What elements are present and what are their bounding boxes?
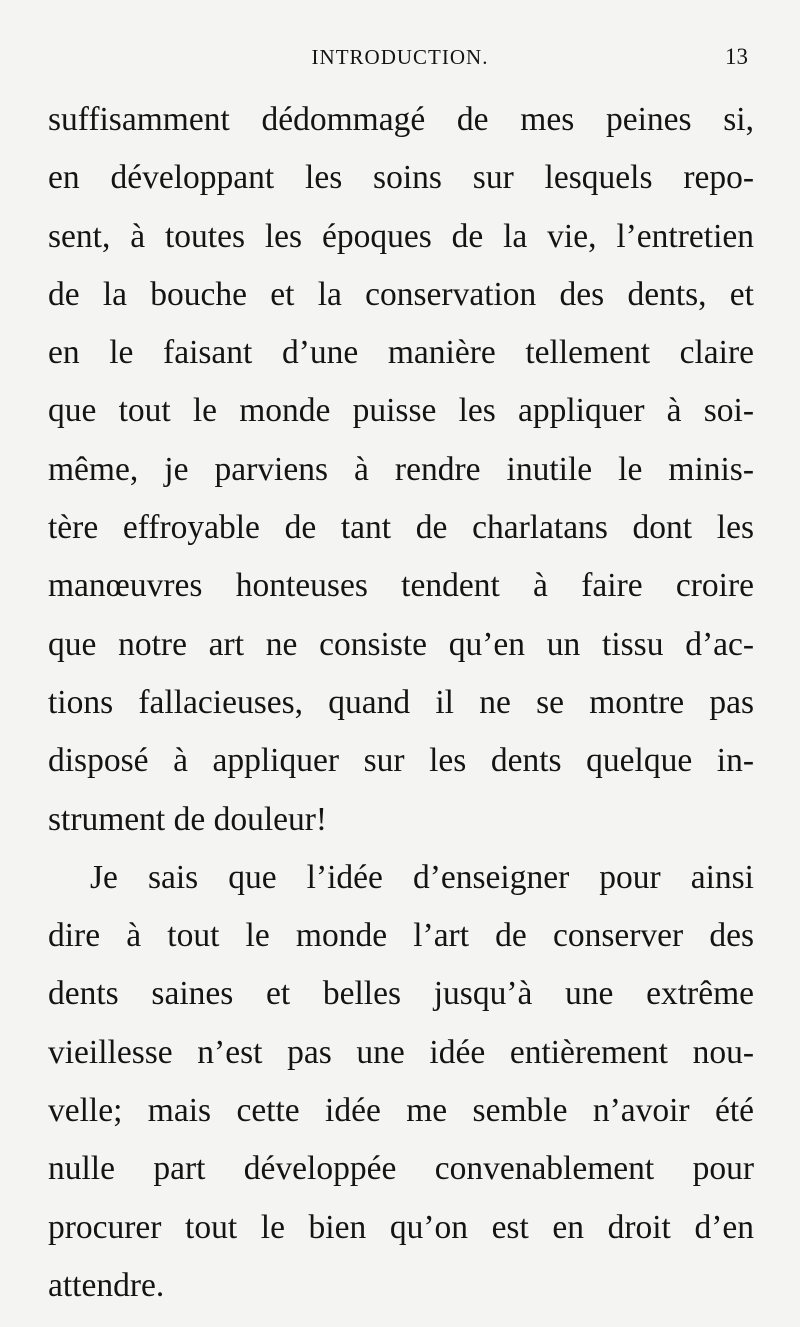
paragraph	[48, 849, 754, 1315]
text-line: même, je parviens à rendre inutile le minis-	[48, 450, 754, 488]
text-line: vieillesse n’est pas une idée entièrement nou-	[48, 1033, 754, 1071]
text-line: en le faisant d’une manière tellement claire	[48, 334, 754, 372]
text-line: que tout le monde puisse les appliquer à soi-	[48, 392, 754, 430]
text-line: strument de douleur!	[48, 800, 328, 838]
body-text	[48, 91, 754, 1315]
text-line: suffisamment dédommagé de mes peines si,	[48, 101, 754, 138]
text-line: que notre art ne consiste qu’en un tissu d’ac-	[48, 625, 754, 663]
text-line: dents saines et belles jusqu’à une extrême	[48, 975, 754, 1013]
text-line: dire à tout le monde l’art de conserver des	[48, 917, 754, 955]
text-line: sent, à toutes les époques de la vie, l’entretien	[48, 217, 754, 255]
text-line: attendre.	[48, 1266, 165, 1304]
text-line: procurer tout le bien qu’on est en droit d’en	[48, 1208, 754, 1246]
text-line: velle; mais cette idée me semble n’avoir été	[48, 1092, 754, 1130]
page-number: 13	[725, 44, 748, 69]
text-line: tère effroyable de tant de charlatans dont les	[48, 509, 754, 547]
running-header	[0, 40, 800, 74]
text-line: Je sais que l’idée d’enseigner pour ainsi	[90, 858, 754, 896]
text-line: en développant les soins sur lesquels repo-	[48, 159, 754, 197]
running-title: INTRODUCTION.	[311, 45, 489, 69]
text-line: disposé à appliquer sur les dents quelque in-	[48, 742, 754, 780]
text-line: tions fallacieuses, quand il ne se montre pas	[48, 683, 754, 721]
text-line: nulle part développée convenablement pour	[48, 1150, 754, 1188]
paragraph	[48, 91, 754, 849]
text-line: de la bouche et la conservation des dents, et	[48, 275, 754, 313]
text-line: manœuvres honteuses tendent à faire croire	[48, 567, 754, 605]
